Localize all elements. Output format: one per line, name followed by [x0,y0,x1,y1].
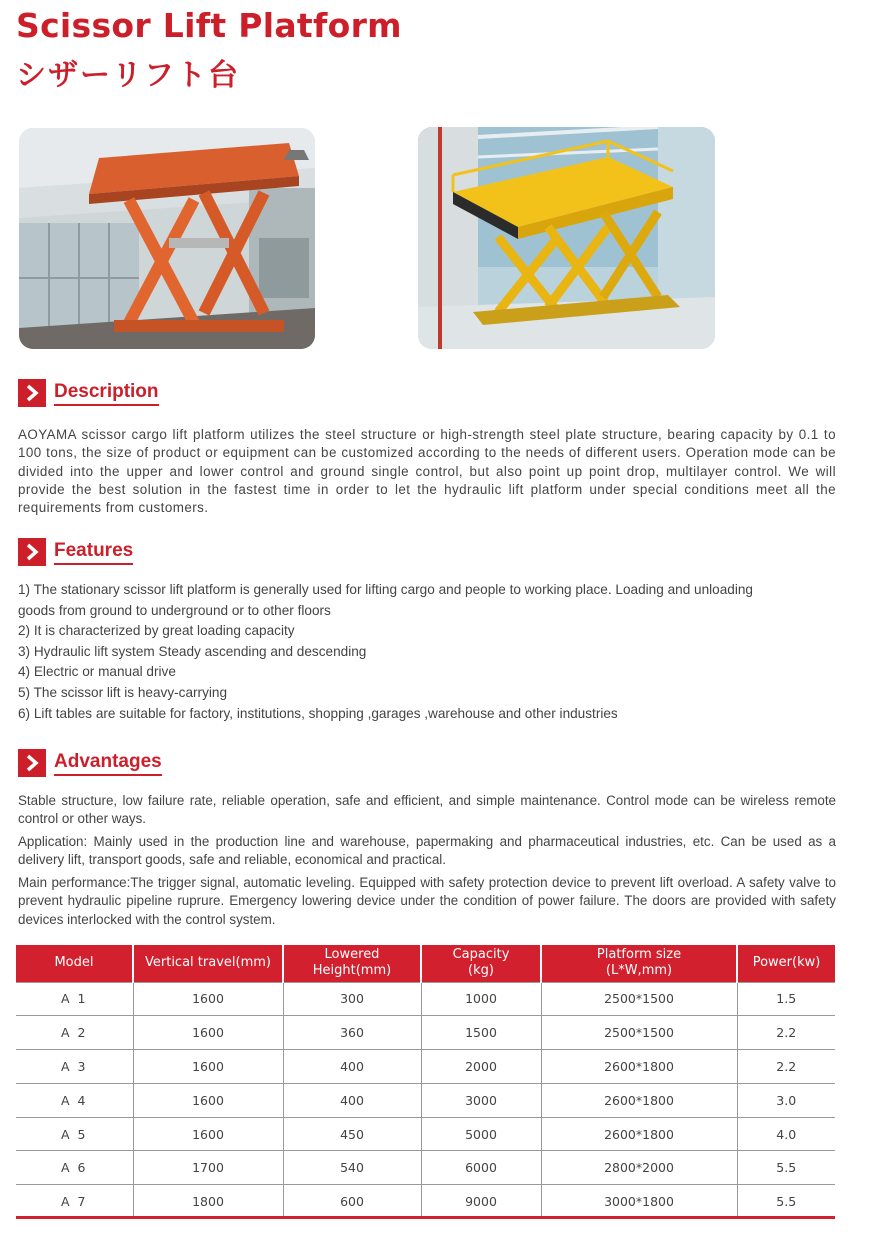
table-cell: 5000 [421,1117,541,1151]
features-list [18,580,836,724]
table-cell: 5.5 [737,1185,835,1219]
table-cell: A 2 [16,1016,133,1050]
application-paragraph: Application: Mainly used in the production line and warehouse, papermaking and pharmaceutical industries, etc. Can be used as a delivery lift, transport goods, safe and reliable, economical and practical. [18,834,836,868]
feature-line: 5) The scissor lift is heavy-carrying [18,684,228,700]
table-header-row [16,945,835,982]
table-header-cell: Lowered Height(mm) [283,945,421,982]
table-cell: 540 [283,1151,421,1185]
chevron-right-icon [18,538,46,566]
table-cell: 1600 [133,1016,283,1050]
table-cell: 1700 [133,1151,283,1185]
table-bottom-rule [16,1216,835,1219]
table-cell: A 1 [16,982,133,1016]
table-cell: 4.0 [737,1117,835,1151]
table-cell: 1000 [421,982,541,1016]
table-row [16,1016,835,1050]
table-cell: 1500 [421,1016,541,1050]
table-header-cell: Model [16,945,133,982]
table-cell: 450 [283,1117,421,1151]
table-cell: 1600 [133,1083,283,1117]
table-row [16,1083,835,1117]
feature-line: 4) Electric or manual drive [18,664,176,680]
table-cell: 2500*1500 [541,1016,737,1050]
table-cell: A 4 [16,1083,133,1117]
table-cell: A 3 [16,1050,133,1084]
chevron-right-icon [18,379,46,407]
table-cell: 2600*1800 [541,1083,737,1117]
table-cell: 2600*1800 [541,1117,737,1151]
table-cell: A 5 [16,1117,133,1151]
feature-line: 2) It is characterized by great loading capacity [18,623,295,639]
warehouse-scissor-lift-photo [418,127,715,349]
table-cell: 6000 [421,1151,541,1185]
table-cell: 1600 [133,982,283,1016]
feature-line: 3) Hydraulic lift system Steady ascending and descending [18,643,367,659]
table-cell: 1.5 [737,982,835,1016]
table-cell: 3000*1800 [541,1185,737,1219]
table-cell: 2.2 [737,1016,835,1050]
table-cell: 2500*1500 [541,982,737,1016]
table-cell: 2000 [421,1050,541,1084]
table-row [16,1050,835,1084]
feature-line: goods from ground to underground or to other floors [18,602,331,618]
table-cell: A 7 [16,1185,133,1219]
chevron-right-icon [18,749,46,777]
table-cell: 2800*2000 [541,1151,737,1185]
page-subtitle-japanese: シザーリフト台 [16,58,240,93]
table-row [16,1185,835,1219]
table-cell: 400 [283,1050,421,1084]
table-cell: 300 [283,982,421,1016]
features-heading: Features [54,540,133,565]
table-row [16,982,835,1016]
table-row [16,1117,835,1151]
description-text: AOYAMA scissor cargo lift platform utilizes the steel structure or high-strength steel plate structure, bearing capacity by 0.1 to 100 tons, the size of product or equipment can be customized according to the needs of different users. Operation mode can be divided into the upper and lower control and ground single control, but also point up point drop, multilayer control. We will provide the best solution in the fastest time in order to let the hydraulic lift platform under special conditions meet all the requirements from customers. [18,427,836,516]
table-cell: 400 [283,1083,421,1117]
page-title: Scissor Lift Platform [16,6,402,45]
feature-line: 1) The stationary scissor lift platform is generally used for lifting cargo and people to working place. Loading and unloading [18,582,753,597]
table-header-cell: Capacity (kg) [421,945,541,982]
table-cell: A 6 [16,1151,133,1185]
advantages-heading: Advantages [54,751,162,776]
table-row [16,1151,835,1185]
description-heading: Description [54,381,159,406]
description-section-header [18,378,159,408]
table-header-cell: Vertical travel(mm) [133,945,283,982]
table-cell: 3.0 [737,1083,835,1117]
table-cell: 9000 [421,1185,541,1219]
table-cell: 1600 [133,1050,283,1084]
table-cell: 600 [283,1185,421,1219]
advantages-section-header [18,748,162,778]
table-cell: 2.2 [737,1050,835,1084]
specification-table [16,945,835,1219]
performance-paragraph: Main performance:The trigger signal, automatic leveling. Equipped with safety protection device to prevent lift overload. A safety valve to prevent hydraulic pipeline ruprure. Emergency lowering device under the condition of power failure. The doors are provided with safety devices interlocked with the control system. [18,875,836,927]
table-cell: 360 [283,1016,421,1050]
table-cell: 3000 [421,1083,541,1117]
table-header-cell: Power(kw) [737,945,835,982]
table-cell: 1600 [133,1117,283,1151]
table-cell: 2600*1800 [541,1050,737,1084]
features-section-header [18,537,133,567]
table-cell: 5.5 [737,1151,835,1185]
table-cell: 1800 [133,1185,283,1219]
feature-line: 6) Lift tables are suitable for factory, institutions, shopping ,garages ,warehouse and other industries [18,705,618,721]
indoor-scissor-lift-photo [19,128,315,349]
table-header-cell: Platform size (L*W,mm) [541,945,737,982]
advantages-paragraph: Stable structure, low failure rate, reliable operation, safe and efficient, and simple maintenance. Control mode can be wireless remote control or other ways. [18,793,836,827]
